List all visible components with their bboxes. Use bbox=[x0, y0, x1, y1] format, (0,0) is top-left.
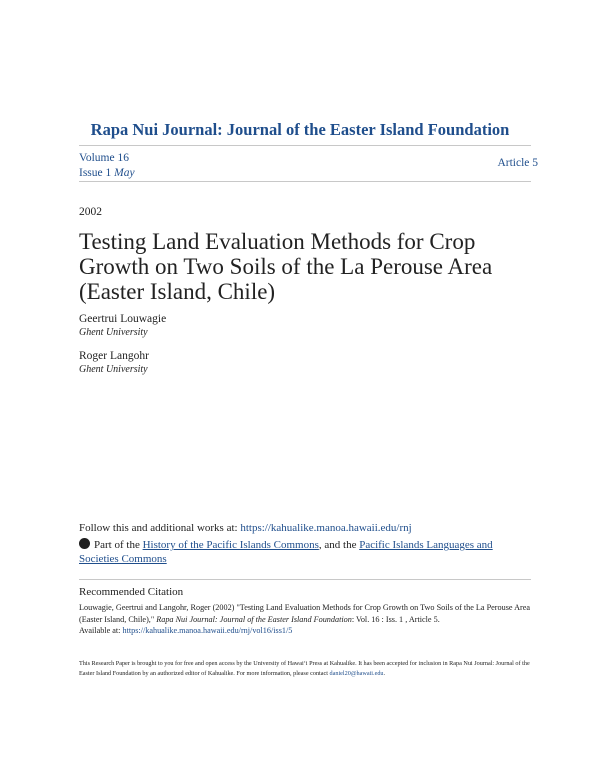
divider bbox=[79, 579, 531, 580]
volume-issue[interactable] bbox=[79, 151, 135, 181]
journal-title[interactable]: Rapa Nui Journal: Journal of the Easter Island Foundation bbox=[90, 120, 510, 139]
recommended-citation-heading: Recommended Citation bbox=[79, 586, 184, 598]
part-of-line: Part of the History of the Pacific Islands Commons, and the Pacific Islands Languages and Societies Commons bbox=[79, 539, 493, 565]
footer-notice: This Research Paper is brought to you for free and open access by the University of Hawaiʻi Press at Kahualike. It has been accepted for inclusion in Rapa Nui Journal: Journal of the Easter Island Foundation by an authorized editor of Kahualike. For more information, please contact daniel20@hawaii.edu. bbox=[79, 660, 530, 677]
issue-label[interactable]: Issue 1 May bbox=[79, 167, 135, 179]
commons-icon bbox=[79, 538, 90, 549]
follow-prefix: Follow this and additional works at: bbox=[79, 522, 238, 534]
citation-url-link[interactable]: https://kahualike.manoa.hawaii.edu/rnj/vol16/iss1/5 bbox=[122, 626, 293, 635]
history-commons-link[interactable]: History of the Pacific Islands Commons bbox=[142, 539, 319, 551]
repository-link[interactable]: https://kahualike.manoa.hawaii.edu/rnj bbox=[240, 522, 412, 534]
author-2 bbox=[79, 349, 149, 377]
paper-title: Testing Land Evaluation Methods for Crop Growth on Two Soils of the La Perouse Area (Easter Island, Chile) bbox=[79, 229, 493, 304]
follow-line bbox=[79, 522, 412, 534]
languages-commons-link[interactable]: Pacific Islands Languages and Societies Commons bbox=[79, 539, 493, 565]
article-number[interactable]: Article 5 bbox=[497, 157, 538, 169]
author-affiliation: Ghent University bbox=[79, 327, 148, 338]
author-1 bbox=[79, 312, 166, 340]
publication-year: 2002 bbox=[79, 206, 102, 218]
citation-text: Louwagie, Geertrui and Langohr, Roger (2002) "Testing Land Evaluation Methods for Crop Growth on Two Soils of the La Perouse Area (Easter Island, Chile)," Rapa Nui Journal: Journal of the Easter Island Foundation: Vol. 16 : Iss. 1 , Article 5. Available at: https://kahualike.manoa.hawaii.edu/rnj/vol16/iss1/5 bbox=[79, 603, 531, 635]
author-name: Roger Langohr bbox=[79, 350, 149, 362]
divider bbox=[79, 181, 531, 182]
contact-email-link[interactable]: daniel20@hawaii.edu bbox=[329, 670, 384, 677]
divider bbox=[79, 145, 531, 146]
volume-label[interactable]: Volume 16 bbox=[79, 152, 129, 164]
author-affiliation: Ghent University bbox=[79, 364, 148, 375]
part-of-prefix: Part of the bbox=[94, 539, 140, 551]
author-name: Geertrui Louwagie bbox=[79, 313, 167, 325]
